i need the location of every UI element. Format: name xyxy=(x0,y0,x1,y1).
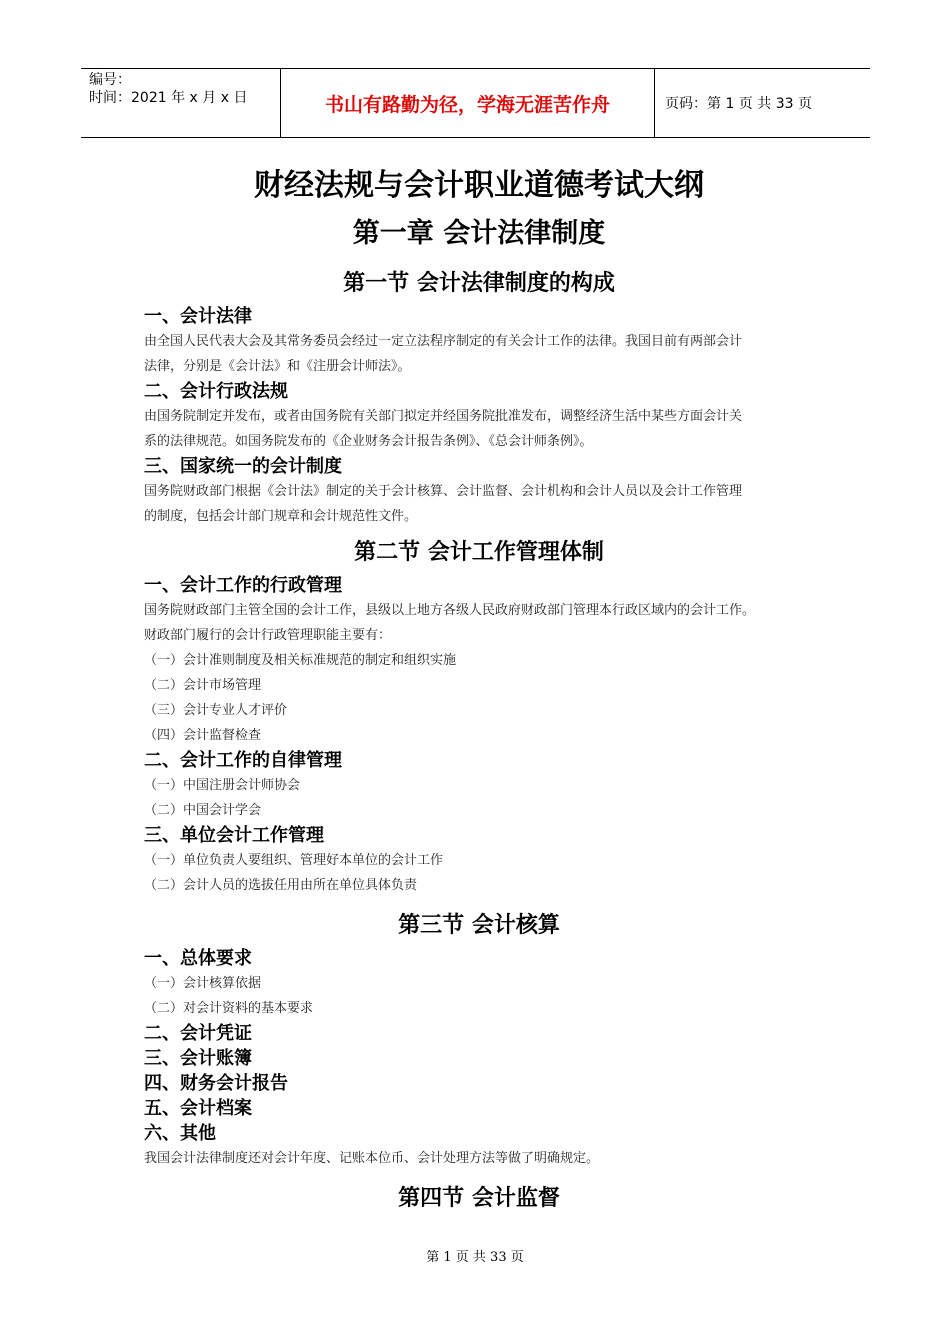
header-motto: 书山有路勤为径，学海无涯苦作舟 xyxy=(281,69,655,137)
heading: 三、单位会计工作管理 xyxy=(144,825,324,846)
list-item: （二）会计市场管理 xyxy=(144,678,262,693)
number-label: 编号： xyxy=(89,72,131,88)
heading: 二、会计凭证 xyxy=(144,1023,252,1044)
paragraph-line: 财政部门履行的会计行政管理职能主要有： xyxy=(144,628,392,643)
list-item: （四）会计监督检查 xyxy=(144,728,262,743)
section-title: 第四节 会计监督 xyxy=(398,1186,560,1211)
paragraph-line: 的制度，包括会计部门规章和会计规范性文件。 xyxy=(144,509,418,524)
list-item: （二）对会计资料的基本要求 xyxy=(144,1001,314,1016)
paragraph-line: 系的法律规范。如国务院发布的《企业财务会计报告条例》、《总会计师条例》。 xyxy=(144,434,593,449)
heading: 二、会计行政法规 xyxy=(144,381,288,402)
header-page-label: 页码：第 1 页 共 33 页 xyxy=(665,96,812,112)
list-item: （二）会计人员的选拔任用由所在单位具体负责 xyxy=(144,878,418,893)
section-title: 第一节 会计法律制度的构成 xyxy=(343,271,615,296)
chapter-title: 第一章 会计法律制度 xyxy=(352,218,606,249)
paragraph-line: 国务院财政部门根据《会计法》制定的关于会计核算、会计监督、会计机构和会计人员以及会计工作管理 xyxy=(144,484,743,499)
list-item: （一）会计准则制度及相关标准规范的制定和组织实施 xyxy=(144,653,457,668)
list-item: （一）中国注册会计师协会 xyxy=(144,778,301,793)
heading: 一、会计法律 xyxy=(144,306,252,327)
paragraph-line: 由国务院制定并发布，或者由国务院有关部门拟定并经国务院批准发布，调整经济生活中某些方面会计关 xyxy=(144,409,743,424)
document-header xyxy=(81,68,870,138)
section-title: 第三节 会计核算 xyxy=(398,913,560,938)
list-item: （三）会计专业人才评价 xyxy=(144,703,288,718)
paragraph-line: 由全国人民代表大会及其常务委员会经过一定立法程序制定的有关会计工作的法律。我国目前有两部会计 xyxy=(144,334,743,349)
heading: 一、会计工作的行政管理 xyxy=(144,575,342,596)
heading: 二、会计工作的自律管理 xyxy=(144,750,342,771)
paragraph-line: 国务院财政部门主管全国的会计工作，县级以上地方各级人民政府财政部门管理本行政区域内的会计工作。 xyxy=(144,603,756,618)
heading: 五、会计档案 xyxy=(144,1098,252,1119)
list-item: （一）会计核算依据 xyxy=(144,976,262,991)
header-meta xyxy=(81,69,281,137)
list-item: （一）单位负责人要组织、管理好本单位的会计工作 xyxy=(144,853,444,868)
paragraph-line: 法律，分别是《会计法》和《注册会计师法》。 xyxy=(144,359,411,374)
document-title: 财经法规与会计职业道德考试大纲 xyxy=(254,168,704,203)
section-title: 第二节 会计工作管理体制 xyxy=(354,540,604,565)
page-footer: 第 1 页 共 33 页 xyxy=(426,1250,524,1265)
heading: 六、其他 xyxy=(144,1123,216,1144)
heading: 一、总体要求 xyxy=(144,948,252,969)
heading: 三、国家统一的会计制度 xyxy=(144,456,342,477)
document-body xyxy=(144,160,814,1219)
paragraph-line: 我国会计法律制度还对会计年度、记账本位币、会计处理方法等做了明确规定。 xyxy=(144,1151,600,1166)
time-label: 时间：2021 年 x 月 x 日 xyxy=(89,90,248,106)
heading: 三、会计账簿 xyxy=(144,1048,252,1069)
heading: 四、财务会计报告 xyxy=(144,1073,288,1094)
list-item: （二）中国会计学会 xyxy=(144,803,262,818)
